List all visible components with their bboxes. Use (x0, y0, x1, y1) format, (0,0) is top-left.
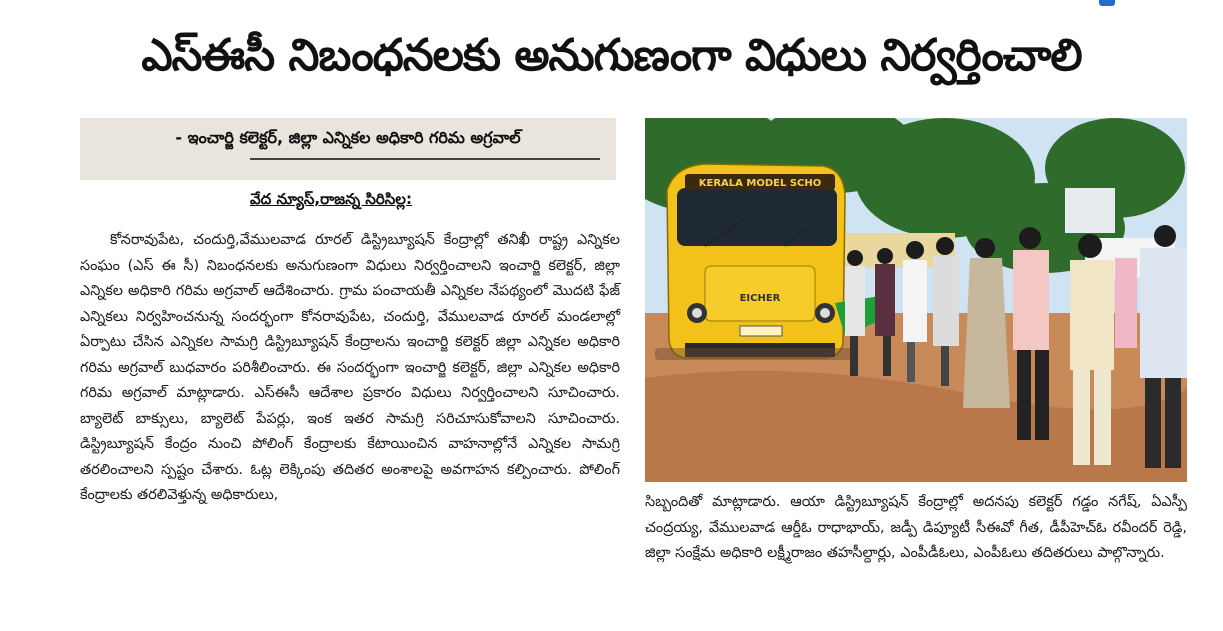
subheadline: - ఇంచార్జి కలెక్టర్, జిల్లా ఎన్నికల అధికారి గరిమ అగ్రవాల్ (175, 128, 521, 147)
headline: ఎస్ఈసీ నిబంధనలకు అనుగుణంగా విధులు నిర్వర్తించాలి (141, 30, 1082, 81)
school-bus (655, 164, 855, 360)
news-photo (645, 118, 1187, 482)
photo-illustration (645, 118, 1187, 482)
article-body-left (80, 228, 620, 509)
article-paragraph-right: సిబ్బందితో మాట్లాడారు. ఆయా డిస్ట్రిబ్యూషన్ కేంద్రాల్లో అదనపు కలెక్టర్ గడ్డం నగేష్, ఏఎస్పీ చంద్రయ్య, వేములవాడ ఆర్డీఓ రాధాభాయ్, జడ్పీ డిప్యూటీ సీఈవో గీత, డీపీహెచ్ఓ రవీందర్ రెడ్డి, జిల్లా సంక్షేమ అధికారి లక్ష్మీరాజం తహసీల్దార్లు, ఎంపీడీఓలు, ఎంపీఓలు తదితరులు పాల్గొన్నారు. (645, 494, 1187, 561)
subheadline-box (80, 118, 616, 180)
bus-brand-text: EICHER (739, 293, 781, 304)
bus-sign-text: KERALA MODEL SCHO (698, 178, 822, 189)
corner-badge (1099, 0, 1115, 6)
article-body-right (645, 490, 1187, 567)
dateline: వేద న్యూస్,రాజన్న సిరిసిల్ల: (250, 190, 412, 208)
article-paragraph-left: కోనరావుపేట, చందుర్తి,వేములవాడ రూరల్ డిస్ట్రిబ్యూషన్ కేంద్రాల్లో తనిఖీ రాష్ట్ర ఎన్నికల సంఘం (ఎస్ ఈ సీ) నిబంధనలకు అనుగుణంగా విధులు నిర్వర్తించాలని ఇంచార్జి కలెక్టర్, జిల్లా ఎన్నికల అధికారి గరిమ అగ్రవాల్ ఆదేశించారు. గ్రామ పంచాయతీ ఎన్నికల నేపథ్యంలో మొదటి ఫేజ్ ఎన్నికలు నిర్వహించనున్న సందర్భంగా కోనరావుపేట, చందుర్తి, వేములవాడ రూరల్ మండలాల్లో ఏర్పాటు చేసిన ఎన్నికల సామగ్రి డిస్ట్రిబ్యూషన్ కేంద్రాలను ఇంచార్జి కలెక్టర్ జిల్లా ఎన్నికల అధికారి గరిమ అగ్రవాల్ బుధవారం పరిశీలించారు. ఈ సందర్భంగా ఇంచార్జి కలెక్టర్, జిల్లా ఎన్నికల అధికారి గరిమ అగ్రవాల్ మాట్లాడారు. ఎస్ఈసీ ఆదేశాల ప్రకారం విధులు నిర్వర్తించాలని సూచించారు. బ్యాలెట్ బాక్సులు, బ్యాలెట్ పేపర్లు, ఇంక ఇతర సామగ్రి సరిచూసుకోవాలని సూచించారు. డిస్ట్రిబ్యూషన్ కేంద్రం నుంచి పోలింగ్ కేంద్రాలకు కేటాయించిన వాహనాల్లోనే ఎన్నికల సామగ్రి తరలించాలని స్పష్టం చేశారు. ఓట్ల లెక్కింపు తదితర అంశాలపై అవగాహన కల్పించారు. పోలింగ్ కేంద్రాలకు తరలివెళ్తున్న అధికారులు, (80, 232, 620, 503)
subheadline-underline (250, 158, 600, 160)
